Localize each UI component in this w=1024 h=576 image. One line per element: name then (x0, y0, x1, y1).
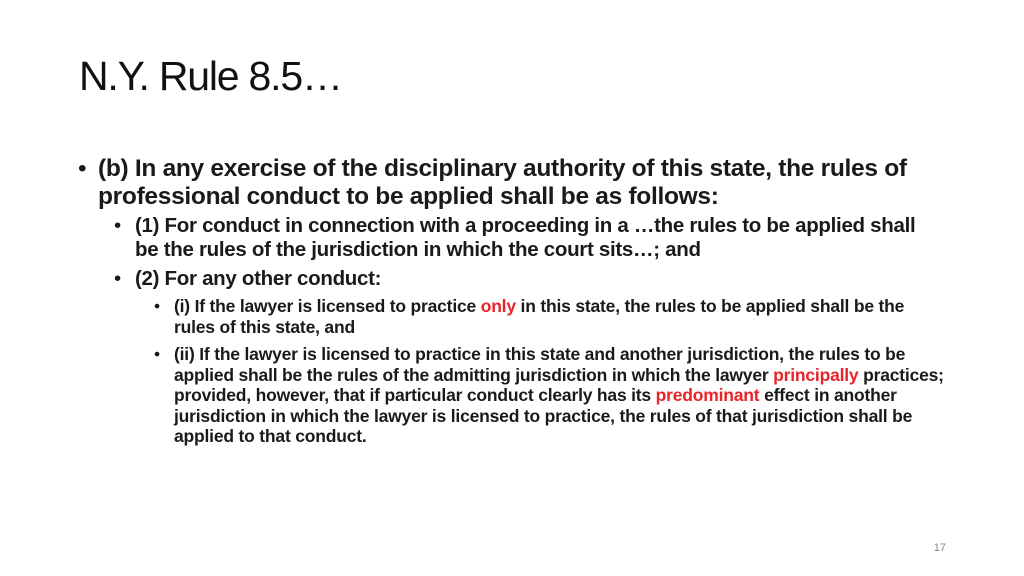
item-2ii-part3: effect in another jurisdiction in which the lawyer is licensed to practice, the rules of that jurisdiction shall be applied to that conduct. (174, 385, 913, 446)
page-number: 17 (933, 542, 946, 554)
paragraph-b-text: (b) In any exercise of the disciplinary authority of this state, the rules of professional conduct to be applied shall be as follows: (98, 155, 907, 210)
slide-title: N.Y. Rule 8.5… (79, 53, 342, 99)
highlight-only: only (480, 296, 516, 316)
bullet-icon: • (78, 155, 87, 182)
item-1-text: (1) For conduct in connection with a proceeding in a …the rules to be applied shall be the rules of the jurisdiction in which the court sits…; and (135, 214, 916, 261)
bullet-item-2i (154, 296, 944, 337)
bullet-icon: • (114, 267, 121, 290)
bullet-item-1 (114, 214, 941, 262)
highlight-principally: principally (773, 364, 859, 385)
highlight-predominant: predominant (655, 385, 760, 405)
bullet-item-2 (114, 267, 941, 291)
item-2i-part1: (i) If the lawyer is licensed to practice (174, 296, 481, 316)
item-2ii-text (174, 344, 944, 446)
item-2ii-part1: (ii) If the lawyer is licensed to practice in this state and another jurisdiction, the rules to be applied shall be the rules of the admitting jurisdiction in which the lawyer (174, 344, 906, 385)
item-2-text: (2) For any other conduct: (135, 267, 382, 290)
item-2i-text (174, 296, 904, 337)
bullet-paragraph-b (78, 155, 958, 211)
slide-content (78, 155, 958, 447)
item-2i-part2: in this state, the rules to be applied shall be the rules of this state, and (174, 296, 905, 337)
item-2ii-part2: practices; provided, however, that if particular conduct clearly has its (174, 364, 944, 405)
bullet-item-2ii (154, 344, 944, 447)
bullet-icon: • (154, 296, 160, 316)
bullet-icon: • (154, 344, 160, 364)
bullet-icon: • (114, 214, 121, 237)
